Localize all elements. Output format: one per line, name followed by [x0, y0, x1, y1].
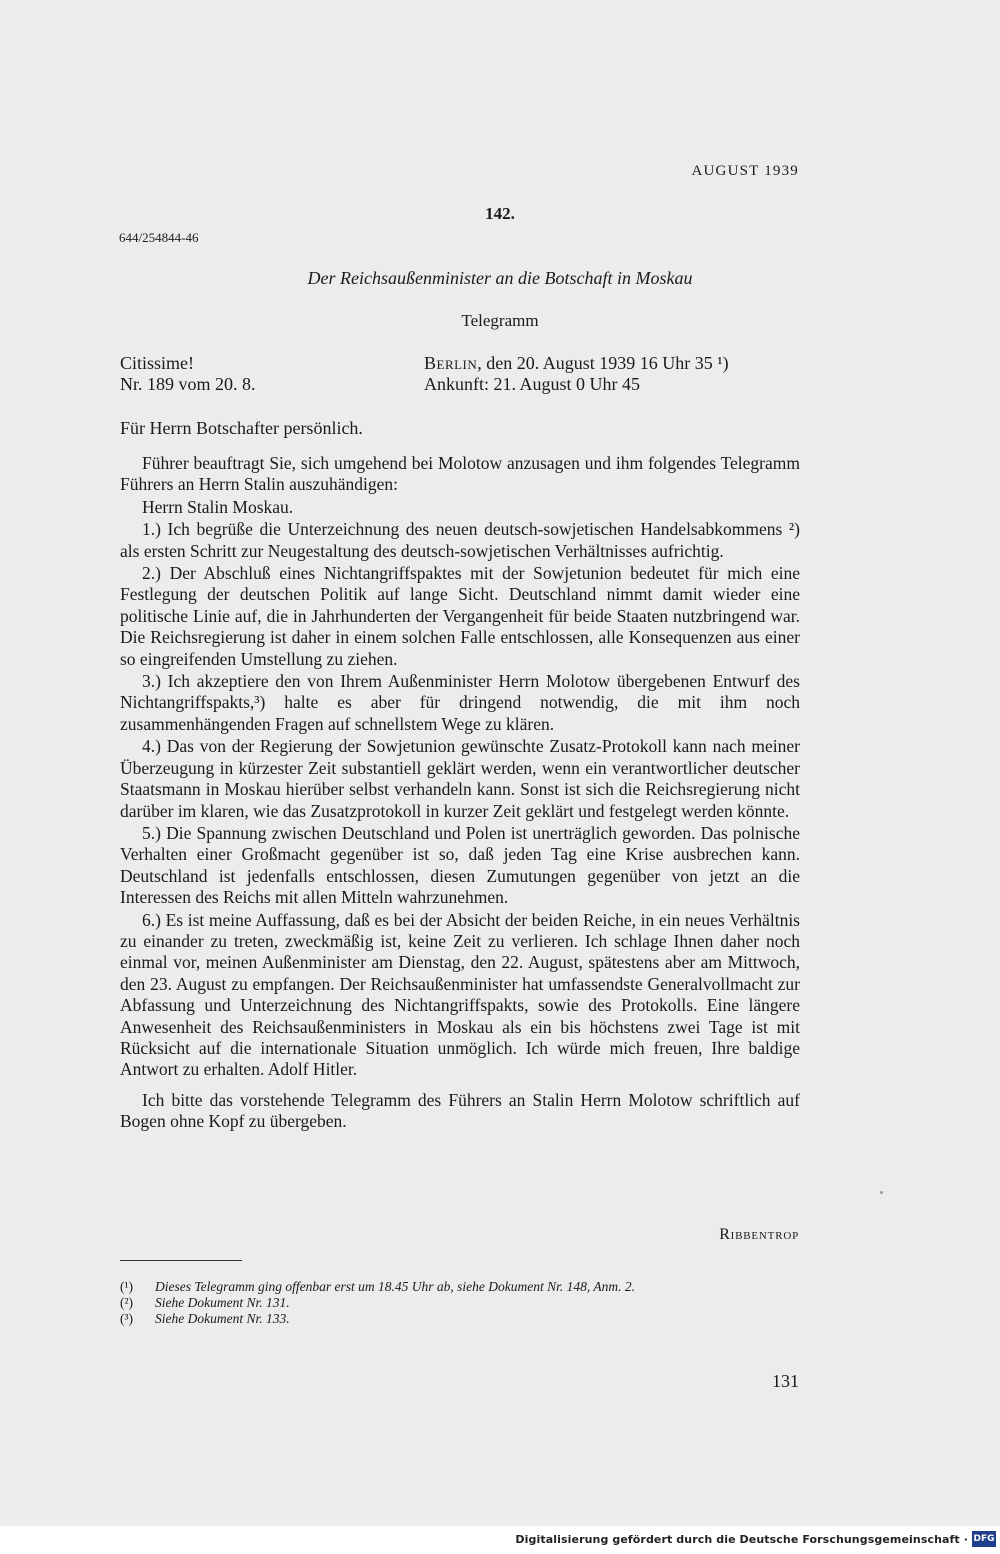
footnote-2 [120, 1295, 820, 1311]
footnotes [120, 1279, 820, 1327]
footnote-marker: (³) [120, 1311, 134, 1326]
dispatch-line [424, 353, 729, 374]
footnote-text: Dieses Telegramm ging offenbar erst um 18.45 Uhr ab, siehe Dokument Nr. 148, Anm. 2. [155, 1279, 635, 1294]
film-reference: 644/254844-46 [119, 230, 199, 245]
body-point-6: 6.) Es ist meine Auffassung, daß es bei der Absicht der beiden Reiche, in ein neues Verhältnis zu einander zu treten, zweckmäßig ist, keine Zeit zu verlieren. Ich schlage Ihnen daher noch einmal vor, meinen Außenminister am Dienstag, den 22. August, spätestens aber am Mittwoch, den 23. August zu empfangen. Der Reichsaußenminister hat umfassendste Generalvollmacht zur Abfassung und Unterzeichnung des Nichtangriffspakts, sowie des Protokolls. Eine längere Anwesenheit des Reichsaußenministers in Moskau als ein bis höchstens zwei Tage ist mit Rücksicht auf die internationale Situation unmöglich. Ich würde mich freuen, Ihre baldige Antwort zu erhalten. Adolf Hitler. [120, 909, 800, 1080]
body-point-1: 1.) Ich begrüße die Unterzeichnung des neuen deutsch-sowjetischen Handelsabkommens ²) als ersten Schritt zur Neugestaltung des deutsch-sowjetischen Verhältnisses aufrichtig. [120, 519, 800, 561]
footnote-3 [120, 1311, 820, 1327]
telegram-number-line: Nr. 189 vom 20. 8. [120, 374, 256, 394]
footnote-divider [120, 1260, 242, 1261]
document-subheading: Telegramm [461, 311, 539, 330]
body-point-4: 4.) Das von der Regierung der Sowjetunion gewünschte Zusatz-Protokoll kann nach meiner Überzeugung in kürzester Zeit substantiell geklärt werden, wenn ein verantwortlicher deutscher Staatsmann in Moskau hierüber selbst verhandeln kann. Sonst ist sich die Reichsregierung nicht darüber im klaren, wie das Zusatzprotokoll in kurzer Zeit geklärt und festgelegt werden könnte. [120, 736, 800, 821]
greeting-line: Für Herrn Botschafter persönlich. [120, 418, 363, 438]
telegram-meta-right [424, 353, 729, 395]
footnote-text: Siehe Dokument Nr. 133. [155, 1311, 290, 1326]
dispatch-date-time: , den 20. August 1939 16 Uhr 35 ¹) [477, 353, 729, 373]
running-head: AUGUST 1939 [691, 163, 799, 179]
body-closing: Ich bitte das vorstehende Telegramm des Führers an Stalin Herrn Molotow schriftlich auf Bogen ohne Kopf zu übergeben. [120, 1089, 800, 1132]
document-heading: Der Reichsaußenminister an die Botschaft in Moskau [307, 268, 693, 288]
arrival-line: Ankunft: 21. August 0 Uhr 45 [424, 374, 640, 394]
body-intro: Führer beauftragt Sie, sich umgehend bei Molotow anzusagen und ihm folgendes Telegramm Führers an Herrn Stalin auszuhändigen: [120, 453, 800, 495]
footnote-1 [120, 1279, 820, 1295]
body-addressee: Herrn Stalin Moskau. [142, 496, 294, 517]
dispatch-city: Berlin [424, 353, 478, 373]
footnote-text: Siehe Dokument Nr. 131. [155, 1295, 290, 1310]
telegram-meta-left [120, 353, 256, 395]
telegram-body [120, 453, 800, 1133]
footnote-marker: (²) [120, 1295, 134, 1310]
page-number: 131 [772, 1371, 799, 1391]
document-number: 142. [485, 204, 515, 223]
signature: Ribbentrop [719, 1226, 799, 1243]
digitization-credit-text: Digitalisierung gefördert durch die Deutsche Forschungsgemeinschaft · [515, 1533, 968, 1546]
priority-line: Citissime! [120, 353, 195, 373]
scan-speck [880, 1191, 883, 1194]
footnote-marker: (¹) [120, 1279, 134, 1294]
body-point-3: 3.) Ich akzeptiere den von Ihrem Außenminister Herrn Molotow übergebenen Entwurf des Nichtangriffspakts,³) halte es aber für dringend notwendig, die mit ihm noch zusammenhängenden Fragen auf schnellstem Wege zu klären. [120, 671, 800, 734]
dfg-logo-icon: DFG [972, 1531, 996, 1547]
body-point-5: 5.) Die Spannung zwischen Deutschland und Polen ist unerträglich geworden. Das polnische Verhalten einer Großmacht gegenüber ist so, daß jeden Tag eine Krise ausbrechen kann. Deutschland ist jedenfalls entschlossen, diesen Zumutungen gegenüber von jetzt an die Interessen des Reichs mit allen Mitteln wahrzunehmen. [120, 822, 800, 908]
body-point-2: 2.) Der Abschluß eines Nichtangriffspaktes mit der Sowjetunion bedeutet für mich eine Festlegung der deutschen Politik auf lange Sicht. Deutschland nimmt damit wieder eine politische Linie auf, die in Jahrhunderten der Vergangenheit für beide Staaten nutzbringend war. Die Reichsregierung ist daher in einem solchen Falle entschlossen, alle Konsequenzen aus einer so eingreifenden Umstellung zu ziehen. [120, 563, 800, 669]
